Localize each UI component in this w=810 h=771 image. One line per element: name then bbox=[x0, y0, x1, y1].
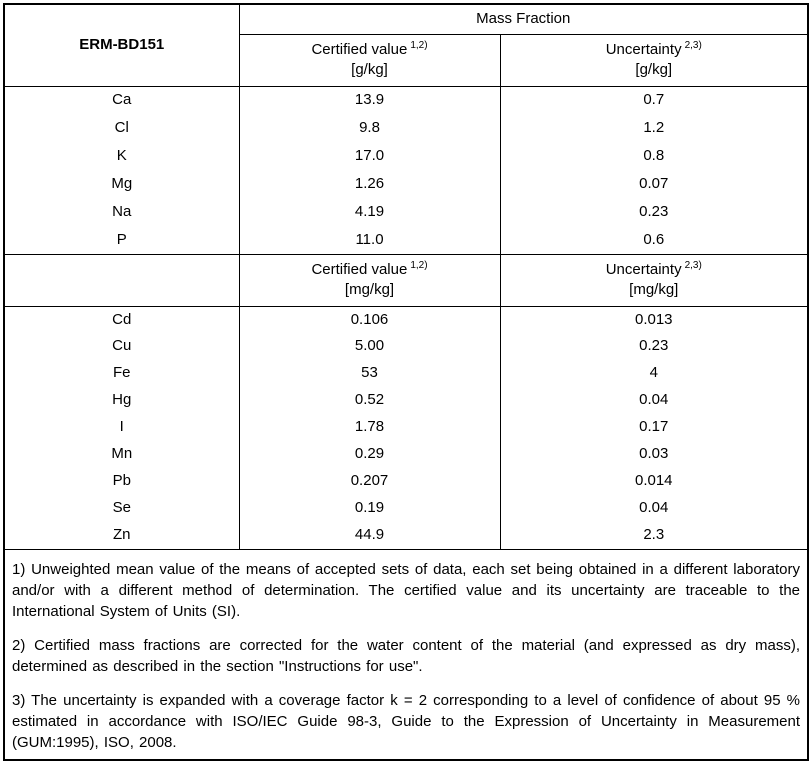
certified-value: 0.19 bbox=[239, 495, 500, 522]
uncertainty-value: 0.013 bbox=[500, 306, 808, 333]
uncertainty-value: 0.23 bbox=[500, 198, 808, 226]
certified-value: 9.8 bbox=[239, 114, 500, 142]
footnote-3: 3) The uncertainty is expanded with a coverage factor k = 2 corresponding to a level of confidence of about 95 % estimated in accordance with ISO/IEC Guide 98-3, Guide to the Expression of Uncertainty in Measurement (GUM:1995), ISO, 2008. bbox=[12, 691, 801, 751]
table-row bbox=[4, 333, 808, 360]
empty-header-cell bbox=[4, 254, 239, 306]
element-symbol: Se bbox=[112, 499, 131, 517]
uncertainty-value: 0.23 bbox=[500, 333, 808, 360]
mass-fraction-table bbox=[3, 3, 809, 761]
uncertainty-value: 0.17 bbox=[500, 414, 808, 441]
certified-value: 11.0 bbox=[239, 226, 500, 254]
table-row bbox=[4, 522, 808, 549]
certified-value: 4.19 bbox=[239, 198, 500, 226]
certified-value-label: Certified value bbox=[311, 260, 408, 278]
uncertainty-value: 4 bbox=[500, 360, 808, 387]
uncertainty-value: 0.8 bbox=[500, 142, 808, 170]
element-symbol: Mg bbox=[111, 174, 133, 192]
element-symbol: Na bbox=[112, 202, 132, 220]
uncertainty-mgkg-header bbox=[500, 254, 808, 306]
table-row bbox=[4, 142, 808, 170]
uncertainty-value: 1.2 bbox=[500, 114, 808, 142]
footnotes-cell bbox=[4, 549, 808, 760]
element-symbol: Fe bbox=[112, 364, 131, 382]
certified-value-gkg-header bbox=[239, 34, 500, 86]
element-symbol: Ca bbox=[112, 91, 132, 109]
table-row bbox=[4, 114, 808, 142]
uncertainty-value: 0.04 bbox=[500, 387, 808, 414]
table-row bbox=[4, 198, 808, 226]
certified-value: 0.29 bbox=[239, 441, 500, 468]
certified-value-unit: [mg/kg] bbox=[344, 281, 395, 298]
certified-value-footnote-ref: 1,2) bbox=[410, 39, 428, 51]
element-symbol: Hg bbox=[112, 391, 132, 409]
element-symbol: Cd bbox=[112, 310, 132, 328]
element-symbol: Mn bbox=[111, 445, 133, 463]
certified-value-unit: [g/kg] bbox=[351, 61, 388, 78]
uncertainty-footnote-ref: 2,3) bbox=[684, 39, 702, 51]
material-id-cell: ERM-BD151 bbox=[4, 4, 239, 86]
uncertainty-value: 0.07 bbox=[500, 170, 808, 198]
certified-value: 1.26 bbox=[239, 170, 500, 198]
element-symbol: Cl bbox=[114, 118, 129, 136]
table-row bbox=[4, 170, 808, 198]
table-row bbox=[4, 306, 808, 333]
uncertainty-unit: [g/kg] bbox=[635, 61, 673, 78]
element-symbol: K bbox=[116, 146, 127, 164]
table-row bbox=[4, 495, 808, 522]
element-symbol: Zn bbox=[4, 522, 239, 549]
footnote-1: 1) Unweighted mean value of the means of accepted sets of data, each set being obtained in a different laboratory and/or with a different method of determination. The certified value and its uncertainty are traceable to the International System of Units (SI). bbox=[12, 560, 801, 620]
certified-value-mgkg-header bbox=[239, 254, 500, 306]
uncertainty-footnote-ref: 2,3) bbox=[684, 259, 702, 271]
uncertainty-gkg-header bbox=[500, 34, 808, 86]
certified-value: 0.106 bbox=[239, 306, 500, 333]
certified-value-label: Certified value bbox=[311, 40, 408, 58]
certified-value-footnote-ref: 1,2) bbox=[410, 259, 428, 271]
uncertainty-value: 2.3 bbox=[500, 522, 808, 549]
uncertainty-value: 0.7 bbox=[500, 86, 808, 114]
element-symbol: I bbox=[119, 418, 124, 436]
table-row bbox=[4, 360, 808, 387]
certified-value: 1.78 bbox=[239, 414, 500, 441]
table-row bbox=[4, 86, 808, 114]
uncertainty-value: 0.04 bbox=[500, 495, 808, 522]
element-symbol: P bbox=[4, 226, 239, 254]
certified-value: 0.52 bbox=[239, 387, 500, 414]
uncertainty-value: 0.014 bbox=[500, 468, 808, 495]
mass-fraction-header: Mass Fraction bbox=[239, 4, 808, 34]
certified-value: 53 bbox=[239, 360, 500, 387]
element-symbol: Cu bbox=[112, 337, 132, 355]
footnote-2: 2) Certified mass fractions are corrected for the water content of the material (and expressed as dry mass), determined as described in the section "Instructions for use". bbox=[12, 636, 801, 675]
certified-value: 17.0 bbox=[239, 142, 500, 170]
table-row bbox=[4, 468, 808, 495]
element-symbol: Pb bbox=[112, 472, 131, 490]
uncertainty-value: 0.6 bbox=[500, 226, 808, 254]
certified-value: 13.9 bbox=[239, 86, 500, 114]
certified-value: 0.207 bbox=[239, 468, 500, 495]
uncertainty-unit: [mg/kg] bbox=[629, 281, 679, 298]
table-row bbox=[4, 414, 808, 441]
certified-value: 44.9 bbox=[239, 522, 500, 549]
table-row bbox=[4, 441, 808, 468]
uncertainty-label: Uncertainty bbox=[605, 260, 682, 278]
uncertainty-label: Uncertainty bbox=[605, 40, 682, 58]
table-row bbox=[4, 387, 808, 414]
certified-value: 5.00 bbox=[239, 333, 500, 360]
uncertainty-value: 0.03 bbox=[500, 441, 808, 468]
table-row bbox=[4, 226, 808, 254]
